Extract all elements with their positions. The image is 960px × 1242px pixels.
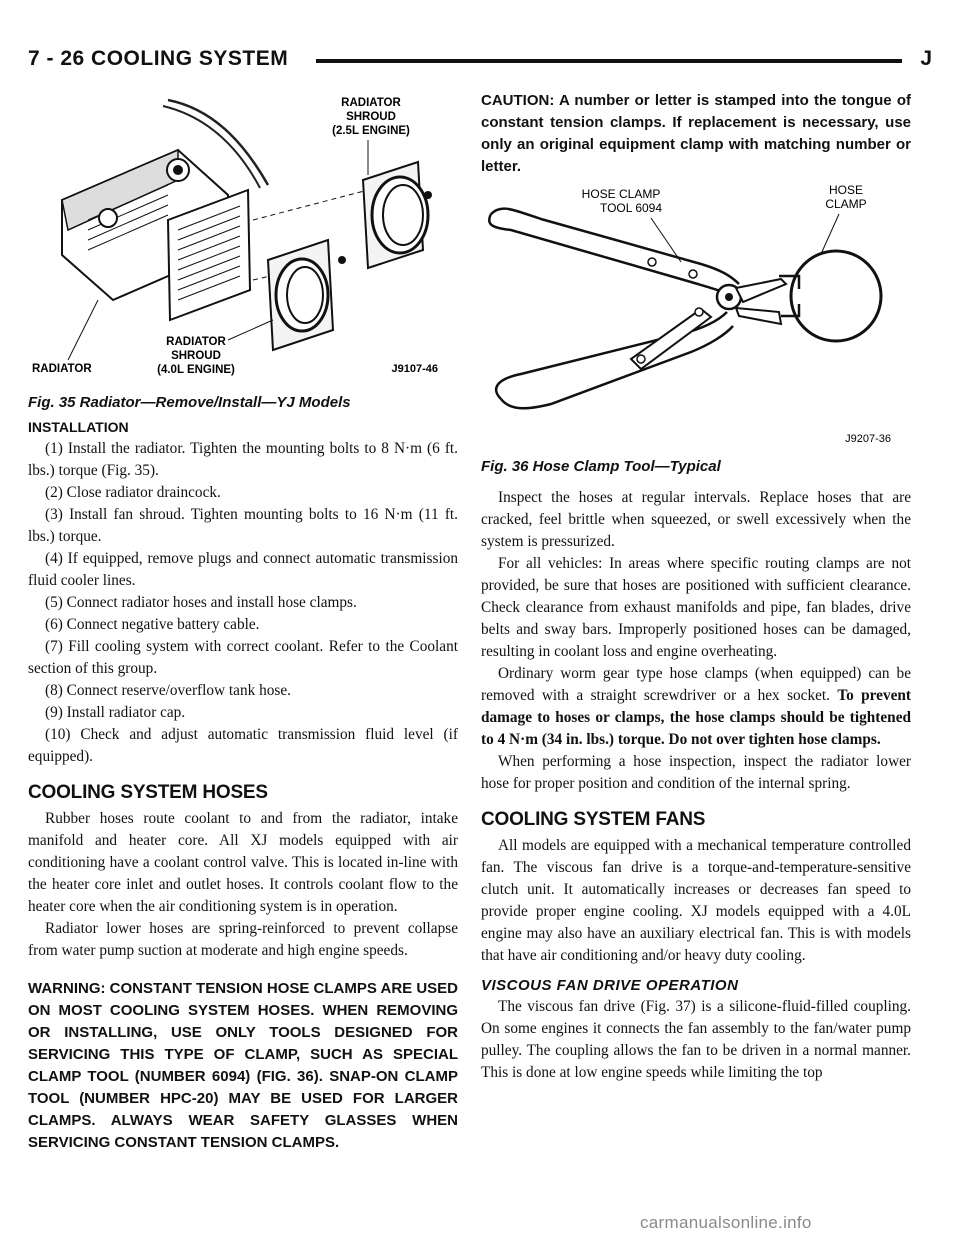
inspection-paragraph-2: For all vehicles: In areas where specific routing clamps are not provided, be sure that hoses are positioned with sufficient clearance. Check clearance from exhaust manifolds and pipe, fan blades, drive belts and sway bars. Improperly positioned hoses can be damaged, resulting in coolant loss and engine overheating. (481, 555, 911, 660)
install-step: (7) Fill cooling system with correct coolant. Refer to the Coolant section of this group. (28, 638, 458, 677)
page-header (28, 47, 932, 73)
install-step: (1) Install the radiator. Tighten the mounting bolts to 8 N·m (6 ft. lbs.) torque (Fig. 35). (28, 440, 458, 479)
inspection-paragraph-3-bold: To prevent damage to hoses or clamps, the hose clamps should be tightened to 4 N·m (34 in. lbs.) torque. Do not over tighten hose clamps. (481, 687, 911, 748)
inspection-paragraph-4: When performing a hose inspection, inspect the radiator lower hose for proper position and condition of the internal spring. (481, 753, 911, 792)
install-step: (5) Connect radiator hoses and install hose clamps. (45, 594, 357, 611)
viscous-fan-heading: VISCOUS FAN DRIVE OPERATION (481, 977, 739, 994)
label-clamp-2: CLAMP (825, 197, 867, 211)
label-shroud-bottom-1: RADIATOR (166, 336, 226, 348)
figure-35 (28, 90, 458, 411)
inspection-paragraph-3 (481, 663, 911, 751)
install-step: (4) If equipped, remove plugs and connect automatic transmission fluid cooler lines. (28, 550, 458, 589)
install-step: (6) Connect negative battery cable. (45, 616, 260, 633)
label-tool-2: TOOL 6094 (599, 201, 663, 215)
install-step: (8) Connect reserve/overflow tank hose. (45, 682, 291, 699)
figure-36 (481, 184, 911, 475)
header-rule (316, 59, 902, 63)
label-shroud-bottom-3: (4.0L ENGINE) (157, 364, 235, 376)
figure-code: J9107-46 (391, 363, 438, 375)
left-column (28, 90, 458, 1154)
install-step: (10) Check and adjust automatic transmission fluid level (if equipped). (28, 726, 458, 765)
figure-35-caption: Fig. 35 Radiator—Remove/Install—YJ Models (28, 394, 351, 411)
caution-text: CAUTION: A number or letter is stamped into the tongue of constant tension clamps. If replacement is necessary, use only an original equipment clamp with matching number or letter. (481, 92, 911, 175)
label-shroud-top-3: (2.5L ENGINE) (332, 125, 410, 137)
hoses-heading: COOLING SYSTEM HOSES (28, 782, 268, 803)
inspection-paragraph-3-plain: Ordinary worm gear type hose clamps (when equipped) can be removed with a straight screwdriver or a hex socket. (481, 665, 911, 704)
figure-36-caption: Fig. 36 Hose Clamp Tool—Typical (481, 458, 721, 475)
right-column (481, 90, 911, 1084)
install-step: (3) Install fan shroud. Tighten mounting bolts to 16 N·m (11 ft. lbs.) torque. (28, 506, 458, 545)
installation-heading: INSTALLATION (28, 419, 129, 435)
figure-code: J9207-36 (845, 433, 891, 445)
page-label: 7 - 26 COOLING SYSTEM (28, 47, 289, 70)
label-shroud-bottom-2: SHROUD (171, 350, 221, 362)
hoses-paragraph-1: Rubber hoses route coolant to and from the radiator, intake manifold and heater core. All XJ models equipped with air conditioning have a coolant control valve. This is located in-line with the heater core inlet and outlet hoses. It controls coolant flow to the heater core when the air conditioning system is in operation. (28, 810, 458, 915)
hose-clamp-tool-illustration (481, 184, 911, 454)
label-clamp-1: HOSE (828, 184, 864, 197)
hoses-paragraph-2: Radiator lower hoses are spring-reinforced to prevent collapse from water pump suction at moderate and high engine speeds. (28, 920, 458, 959)
fans-paragraph-2: The viscous fan drive (Fig. 37) is a silicone-fluid-filled coupling. On some engines it connects the fan assembly to the fan/water pump pulley. The coupling allows the fan to be driven in a normal manner. This is done at low engine speeds while limiting the top (481, 998, 911, 1081)
label-shroud-top-1: RADIATOR (341, 97, 401, 109)
install-step: (9) Install radiator cap. (45, 704, 186, 721)
watermark: carmanualsonline.info (640, 1213, 812, 1232)
label-shroud-top-2: SHROUD (346, 111, 396, 123)
fans-paragraph-1: All models are equipped with a mechanical temperature controlled fan. The viscous fan drive is a torque-and-temperature-sensitive clutch unit. It automatically increases or decreases fan speed to provide proper engine cooling. XJ models equipped with a 4.0L engine may also have an auxiliary electrical fan. This is with models that have air conditioning and/or heavy duty cooling. (481, 837, 911, 964)
installation-steps (28, 438, 458, 768)
radiator-shroud-illustration (28, 90, 458, 390)
label-radiator: RADIATOR (32, 363, 92, 375)
label-tool-1: HOSE CLAMP (581, 187, 661, 201)
fans-heading: COOLING SYSTEM FANS (481, 809, 706, 830)
inspection-paragraph-1: Inspect the hoses at regular intervals. Replace hoses that are cracked, feel brittle when squeezed, or swell excessively when the system is pressurized. (481, 489, 911, 550)
install-step: (2) Close radiator draincock. (45, 484, 221, 501)
edition-mark: J (920, 47, 932, 70)
warning-text: WARNING: CONSTANT TENSION HOSE CLAMPS ARE USED ON MOST COOLING SYSTEM HOSES. WHEN REMOVING OR INSTALLING, USE ONLY TOOLS DESIGNED FOR SERVICING THIS TYPE OF CLAMP, SUCH AS SPECIAL CLAMP TOOL (NUMBER 6094) (FIG. 36). SNAP-ON CLAMP TOOL (NUMBER HPC-20) MAY BE USED FOR LARGER CLAMPS. ALWAYS WEAR SAFETY GLASSES WHEN SERVICING CONSTANT TENSION CLAMPS. (28, 980, 459, 1151)
